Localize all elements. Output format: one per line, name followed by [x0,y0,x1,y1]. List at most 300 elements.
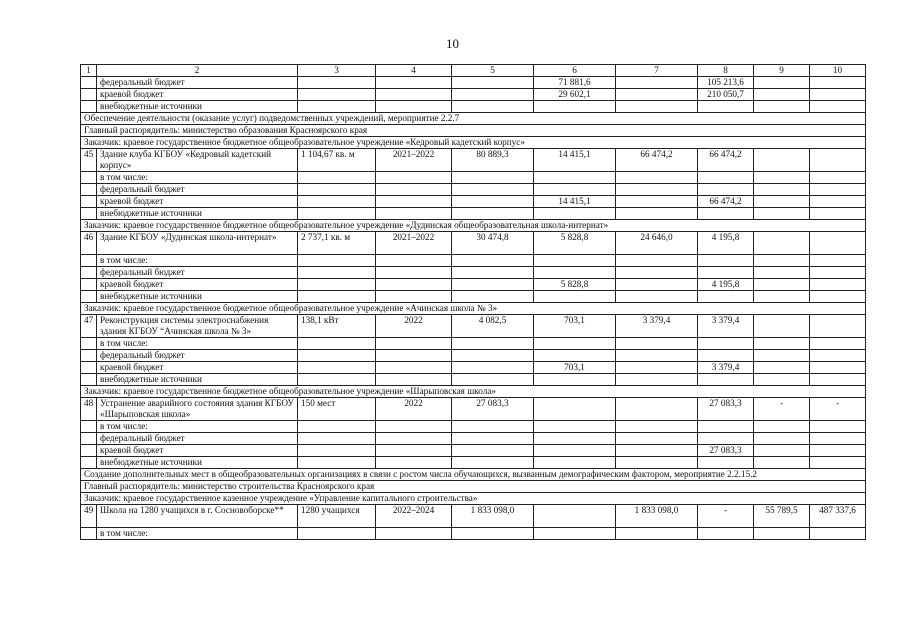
table-cell: 1 833 098,0 [616,505,698,528]
table-row [81,172,866,184]
table-row [81,457,866,469]
table-row [81,208,866,220]
table-cell [754,208,810,220]
table-cell: 4 082,5 [452,315,534,338]
table-cell [754,338,810,350]
funding-source-label: внебюджетные источники [97,374,298,386]
table-row [81,267,866,279]
table-cell [616,398,698,421]
table-cell [452,528,534,540]
table-cell [754,350,810,362]
table-cell: 1 833 098,0 [452,505,534,528]
funding-source-label: в том числе: [97,528,298,540]
table-cell [534,291,616,303]
table-cell [698,208,754,220]
table-cell [298,255,376,267]
table-cell [698,255,754,267]
table-cell [616,172,698,184]
section-heading: Заказчик: краевое государственное бюджетное общеобразовательное учреждение «Дудинская общеобразовательная школа-интернат» [81,220,866,232]
table-cell [698,101,754,113]
table-row [81,362,866,374]
table-cell [452,101,534,113]
section-row [81,481,866,493]
table-cell: 27 083,3 [452,398,534,421]
funding-source-label: краевой бюджет [97,89,298,101]
table-cell: 703,1 [534,362,616,374]
table-cell: 2021–2022 [376,149,452,172]
table-cell [298,457,376,469]
table-cell [754,315,810,338]
table-cell [81,279,97,291]
table-cell [81,433,97,445]
table-cell [698,350,754,362]
funding-source-label: краевой бюджет [97,445,298,457]
table-cell: 80 889,3 [452,149,534,172]
table-cell [616,255,698,267]
funding-source-label: федеральный бюджет [97,267,298,279]
section-row [81,303,866,315]
table-cell [810,149,866,172]
funding-source-label: краевой бюджет [97,196,298,208]
object-name: Реконструкция системы электроснабжения здания КГБОУ “Ачинская школа № 3» [97,315,298,338]
table-cell [754,433,810,445]
table-cell: 138,1 кВт [298,315,376,338]
table-cell: 14 415,1 [534,196,616,208]
funding-source-label: в том числе: [97,338,298,350]
table-cell: 487 337,6 [810,505,866,528]
table-cell [81,457,97,469]
table-cell: 3 379,4 [698,362,754,374]
table-cell [376,457,452,469]
table-cell [754,291,810,303]
table-row [81,279,866,291]
table-cell [698,184,754,196]
table-cell [452,445,534,457]
table-cell: 2 737,1 кв. м [298,232,376,255]
table-cell [698,528,754,540]
table-cell [698,267,754,279]
section-row [81,493,866,505]
table-cell [376,279,452,291]
column-header: 3 [298,65,376,77]
table-cell: 5 828,8 [534,232,616,255]
table-cell [81,350,97,362]
table-cell [376,255,452,267]
table-cell: 55 789,5 [754,505,810,528]
table-cell [376,528,452,540]
table-cell [616,184,698,196]
table-cell [376,445,452,457]
table-row [81,77,866,89]
table-cell: 45 [81,149,97,172]
table-cell [810,232,866,255]
table-cell [534,421,616,433]
table-cell: 27 083,3 [698,398,754,421]
table-cell [376,374,452,386]
funding-source-label: федеральный бюджет [97,77,298,89]
table-cell [810,374,866,386]
table-cell [754,172,810,184]
table-row [81,528,866,540]
section-heading: Обеспечение деятельности (оказание услуг) подведомственных учреждений, мероприятие 2.2.7 [81,113,866,125]
section-heading: Заказчик: краевое государственное бюджетное общеобразовательное учреждение «Ачинская школа № 3» [81,303,866,315]
table-cell [698,172,754,184]
table-cell [616,77,698,89]
table-cell [298,291,376,303]
funding-source-label: краевой бюджет [97,279,298,291]
table-cell [754,267,810,279]
table-cell [810,279,866,291]
table-cell [754,457,810,469]
table-cell [810,338,866,350]
table-cell [81,338,97,350]
table-cell [376,433,452,445]
table-cell [754,374,810,386]
funding-source-label: внебюджетные источники [97,457,298,469]
table-cell [810,255,866,267]
table-cell [534,338,616,350]
table-cell: - [698,505,754,528]
table-cell [81,184,97,196]
table-cell [616,528,698,540]
table-row [81,149,866,172]
table-cell: 2022–2024 [376,505,452,528]
table-cell: 1 104,67 кв. м [298,149,376,172]
funding-source-label: краевой бюджет [97,362,298,374]
table-cell [298,338,376,350]
table-cell [452,279,534,291]
table-cell [616,279,698,291]
table-cell: 66 474,2 [698,196,754,208]
table-cell [81,291,97,303]
funding-source-label: федеральный бюджет [97,350,298,362]
table-cell [452,457,534,469]
column-header: 4 [376,65,452,77]
table-cell [452,77,534,89]
table-cell [810,196,866,208]
table-cell [534,433,616,445]
table-cell [81,89,97,101]
table-cell: 210 050,7 [698,89,754,101]
table-row [81,255,866,267]
funding-source-label: федеральный бюджет [97,184,298,196]
funding-source-label: внебюджетные источники [97,101,298,113]
table-cell [698,421,754,433]
table-cell [534,528,616,540]
table-cell [298,350,376,362]
table-cell [698,338,754,350]
table-cell [810,433,866,445]
table-cell [376,338,452,350]
funding-source-label: внебюджетные источники [97,291,298,303]
table-cell [452,421,534,433]
table-cell [298,172,376,184]
table-row [81,89,866,101]
table-cell [376,77,452,89]
table-cell [754,255,810,267]
section-heading: Создание дополнительных мест в общеобразовательных организациях в связи с ростом числа обучающихся, вызванным демографическим фактором, мероприятие 2.2.15.2 [81,469,866,481]
table-cell: - [810,398,866,421]
table-cell [810,528,866,540]
table-cell [298,101,376,113]
table-cell [376,421,452,433]
table-cell [810,362,866,374]
table-cell [298,279,376,291]
table-cell [754,445,810,457]
table-cell [616,350,698,362]
column-header: 8 [698,65,754,77]
table-cell [81,196,97,208]
table-cell [698,457,754,469]
table-cell [754,232,810,255]
table-cell [376,89,452,101]
table-cell [616,338,698,350]
table-row [81,291,866,303]
table-cell [810,421,866,433]
table-cell [452,267,534,279]
table-cell [754,528,810,540]
section-row [81,125,866,137]
table-cell [81,528,97,540]
object-name: Здание клуба КГБОУ «Кедровый кадетский корпус» [97,149,298,172]
table-cell: 703,1 [534,315,616,338]
table-cell: 27 083,3 [698,445,754,457]
table-cell: 105 213,6 [698,77,754,89]
table-row [81,184,866,196]
table-cell [810,184,866,196]
table-cell [81,362,97,374]
table-cell: 2021–2022 [376,232,452,255]
table-cell [754,184,810,196]
table-cell: 49 [81,505,97,528]
table-cell: 47 [81,315,97,338]
table-cell [534,505,616,528]
table-cell: 66 474,2 [698,149,754,172]
table-cell: 3 379,4 [616,315,698,338]
table-cell [810,77,866,89]
table-cell [81,445,97,457]
table-cell [452,208,534,220]
table-cell [616,457,698,469]
table-cell [616,445,698,457]
table-cell [616,267,698,279]
table-cell [298,421,376,433]
table-cell: 14 415,1 [534,149,616,172]
table-cell [810,208,866,220]
table-cell: 1280 учащихся [298,505,376,528]
table-cell [534,350,616,362]
table-cell [452,89,534,101]
table-cell [754,362,810,374]
table-cell [452,172,534,184]
table-row [81,398,866,421]
table-cell [452,184,534,196]
table-cell: 4 195,8 [698,279,754,291]
table-cell: 4 195,8 [698,232,754,255]
table-cell [616,421,698,433]
table-cell [376,291,452,303]
table-cell: 24 646,0 [616,232,698,255]
section-row [81,137,866,149]
column-header: 5 [452,65,534,77]
table-cell [534,184,616,196]
table-cell [298,89,376,101]
table-cell [81,374,97,386]
table-cell [376,184,452,196]
table-cell [810,267,866,279]
section-row [81,386,866,398]
column-header: 6 [534,65,616,77]
table-cell [298,445,376,457]
table-cell [810,89,866,101]
table-cell [698,374,754,386]
section-heading: Заказчик: краевое государственное бюджетное общеобразовательное учреждение «Кедровый кадетский корпус» [81,137,866,149]
table-cell [616,433,698,445]
table-cell [81,421,97,433]
table-cell [698,433,754,445]
object-name: Здание КГБОУ «Дудинская школа-интернат» [97,232,298,255]
section-row [81,469,866,481]
table-row [81,421,866,433]
table-cell [81,101,97,113]
section-row [81,113,866,125]
page-number: 10 [446,36,459,51]
table-cell [534,445,616,457]
table-cell [81,77,97,89]
table-cell [81,267,97,279]
table-cell [81,208,97,220]
table-cell [534,267,616,279]
table-cell [616,362,698,374]
table-row [81,101,866,113]
table-cell [298,433,376,445]
table-cell [754,149,810,172]
table-row [81,196,866,208]
table-cell [754,279,810,291]
table-row [81,445,866,457]
column-header: 10 [810,65,866,77]
table-header-row [81,65,866,77]
table-cell [810,101,866,113]
table-cell [754,77,810,89]
column-header: 7 [616,65,698,77]
table-row [81,338,866,350]
table-cell [810,315,866,338]
table-cell [376,196,452,208]
table-cell [754,196,810,208]
table-cell [376,267,452,279]
table-row [81,505,866,528]
table-cell: 3 379,4 [698,315,754,338]
table-cell: - [754,398,810,421]
table-cell: 48 [81,398,97,421]
table-cell: 30 474,8 [452,232,534,255]
table-cell [376,101,452,113]
table-cell: 150 мест [298,398,376,421]
table-cell [616,291,698,303]
table-cell [298,208,376,220]
table-cell: 66 474,2 [616,149,698,172]
table-cell [452,433,534,445]
table-cell [616,101,698,113]
table-cell [810,291,866,303]
table-cell [810,350,866,362]
table-cell: 29 602,1 [534,89,616,101]
table-cell [534,172,616,184]
table-cell [810,457,866,469]
funding-source-label: внебюджетные источники [97,208,298,220]
table-cell [452,350,534,362]
table-cell [810,445,866,457]
table-cell [452,362,534,374]
table-cell [452,196,534,208]
table-cell [810,172,866,184]
table-cell [81,172,97,184]
table-cell [81,255,97,267]
table-cell [534,374,616,386]
table-body [81,65,866,540]
table-cell: 46 [81,232,97,255]
table-row [81,433,866,445]
table-row [81,350,866,362]
funding-source-label: в том числе: [97,172,298,184]
table-cell [298,362,376,374]
table-cell [376,350,452,362]
table-row [81,232,866,255]
table-cell [452,338,534,350]
object-name: Школа на 1280 учащихся в г. Сосновоборске** [97,505,298,528]
table-cell [754,421,810,433]
funding-source-label: федеральный бюджет [97,433,298,445]
column-header: 1 [81,65,97,77]
table-cell: 2022 [376,398,452,421]
table-cell [298,77,376,89]
table-cell [616,374,698,386]
table-cell [754,101,810,113]
table-cell [452,374,534,386]
table-cell: 5 828,8 [534,279,616,291]
table-cell [452,291,534,303]
section-heading: Заказчик: краевое государственное казенное учреждение «Управление капитального строительства» [81,493,866,505]
table-cell [298,374,376,386]
table-cell [376,362,452,374]
table-cell [298,267,376,279]
table-cell [298,528,376,540]
table-cell [754,89,810,101]
funding-source-label: в том числе: [97,255,298,267]
table-cell: 2022 [376,315,452,338]
budget-table [80,64,866,540]
funding-source-label: в том числе: [97,421,298,433]
table-cell [298,184,376,196]
table-cell [616,196,698,208]
table-cell [616,208,698,220]
table-cell [616,89,698,101]
column-header: 2 [97,65,298,77]
table-cell [534,101,616,113]
section-row [81,220,866,232]
section-heading: Главный распорядитель: министерство строительства Красноярского края [81,481,866,493]
table-cell [298,196,376,208]
table-cell [534,457,616,469]
table-cell [534,208,616,220]
table-cell [534,398,616,421]
column-header: 9 [754,65,810,77]
table-cell [534,255,616,267]
table-row [81,315,866,338]
object-name: Устранение аварийного состояния здания КГБОУ «Шарыповская школа» [97,398,298,421]
section-heading: Заказчик: краевое государственное бюджетное общеобразовательное учреждение «Шарыповская школа» [81,386,866,398]
